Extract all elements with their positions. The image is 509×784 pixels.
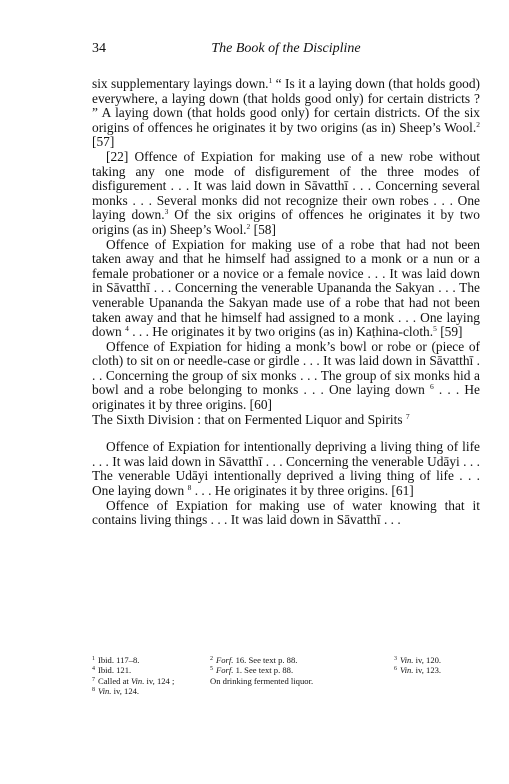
footnote-2: $^2$ Forf. 16. See text p. 88. [210, 655, 298, 665]
paragraph-6: Offence of Expiation for making use of water knowing that it contains living things . . . It was laid down in Sāvatthī . . . [92, 497, 480, 528]
footnote-ref-7: 7 [405, 411, 410, 421]
footnote-ref-2: 2 [476, 119, 480, 129]
footnote-8: $^8$ Vin. iv, 124. [92, 685, 140, 696]
footnote-ref-3: 3 [164, 207, 169, 217]
footnote-6: $^6$ Vin. iv, 123. [394, 665, 442, 676]
paragraph-4: Offence of Expiation for hiding a monk’s bowl or robe or (piece of cloth) to sit on or needle-case or girdle . . . It was laid down in Sāvatthī . . . Concerning the group of six monks . . . The group of six monks hid a bowl and a robe belonging to monks . . . One laying down $^6$ . . . He originates it by three origins. [60] [92, 338, 480, 413]
footnote-5: $^5$ Forf. 1. See text p. 88. [210, 665, 294, 676]
footnote-ref-5: 5 [433, 324, 437, 334]
body-text [92, 77, 480, 528]
footnote-column-2 [210, 655, 313, 686]
division-heading: The Sixth Division : that on Fermented Liquor and Spirits $^7$ [92, 411, 410, 427]
footnote-4: $^4$ Ibid. 121. [92, 665, 132, 676]
footnote-column-3 [394, 655, 441, 676]
running-title: The Book of the Discipline [211, 41, 361, 56]
footnote-3: $^3$ Vin. iv, 120. [394, 655, 442, 665]
footnote-7: $^7$ Called at Vin. iv, 124 ; [92, 675, 175, 686]
footnote-column-1 [92, 655, 174, 696]
paragraph-2: [22] Offence of Expiation for making use of a new robe without taking any one mode of disfigurement of the three modes of disfigurement . . . It was laid down in Sāvatthī . . . Concerning several monks . . . Several monks did not recognize their own robes . . . One laying down.$^3$ Of the six origins of offences he originates it by two origins (as in) Sheep’s Wool.$^2$ [58] [92, 148, 481, 237]
footnote-1: $^1$ Ibid. 117–8. [92, 655, 140, 665]
footnote-ref-2b: 2 [246, 221, 251, 231]
footnote-ref-4: 4 [125, 324, 129, 334]
paragraph-3: Offence of Expiation for making use of a robe that had not been taken away and that he himself had assigned to a monk or a nun or a female probationer or a novice or a female novice . . . It was laid down in Sāvatthī . . . Concerning the venerable Upananda the Sakyan . . . The venerable Upananda the Sakyan made use of a robe that had not been taken away and that he himself had assigned to a monk . . . One laying down $^4$ . . . He originates it by two origins (as in) Kaṭhina-cloth.$^5$ [59] [92, 236, 480, 340]
footnote-ref-1: 1 [268, 76, 273, 85]
page-number: 34 [92, 41, 106, 56]
footnote-ref-8: 8 [187, 483, 192, 493]
paragraph-5: Offence of Expiation for intentionally depriving a living thing of life . . . It was laid down in Sāvatthī . . . Concerning the venerable Udāyi . . . The venerable Udāyi intentionally deprived a living thing of life . . . One laying down $^8$ . . . He originates it by three origins. [61] [92, 439, 480, 499]
footnote-7-continued: On drinking fermented liquor. [210, 675, 314, 686]
paragraph-1: six supplementary layings down.$^1$ “ Is it a laying down (that holds good) everywhere, a laying down (that holds good only) for certain districts ? ” A laying down (that holds good only) for certain districts. Of the six origins of offences he originates it by two origins (as in) Sheep’s Wool.$^2$ [57] [92, 76, 480, 150]
footnote-ref-6: 6 [430, 382, 434, 392]
